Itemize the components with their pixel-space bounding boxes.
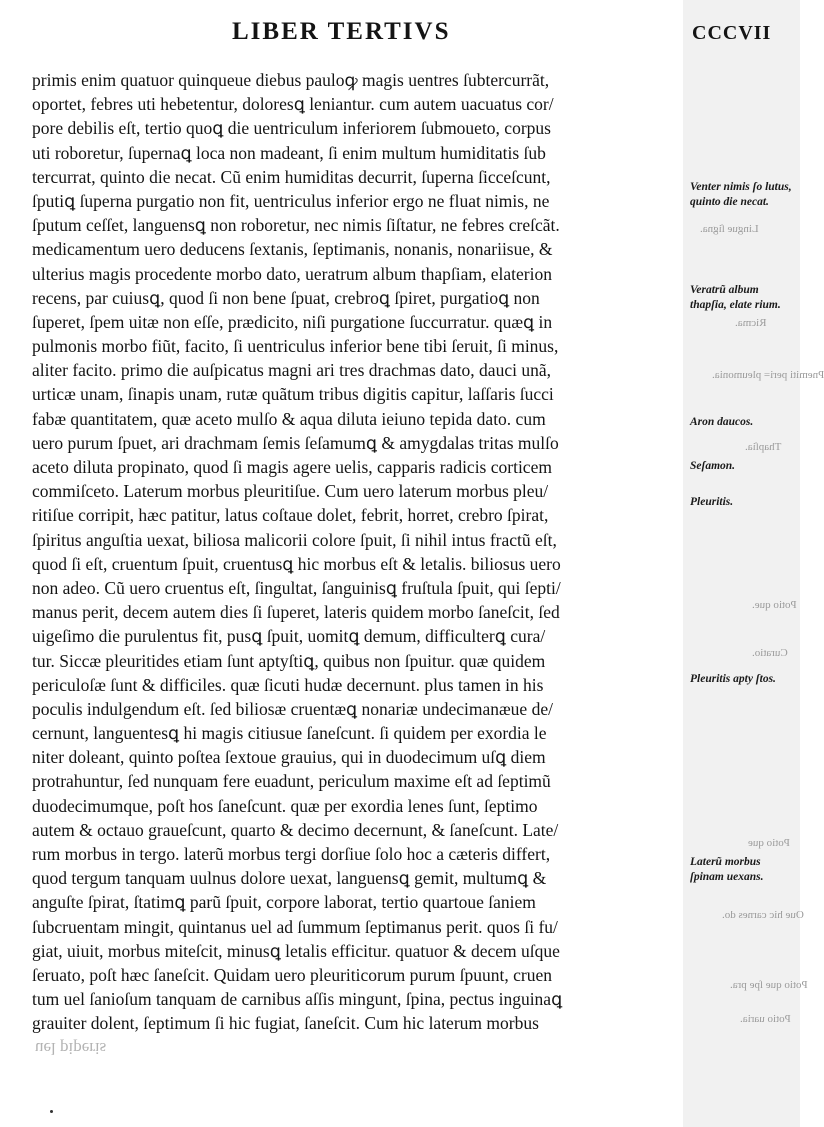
text-line: aliter facito. primo die auſpicatus magni ari tres drachmas dato, dauci unã, — [32, 360, 551, 381]
text-line: tur. Siccæ pleuritides etiam ſunt aptyſtiꝗ, quibus non ſpuitur. quæ quidem — [32, 650, 546, 671]
text-line: tercurrat, quinto die necat. Cũ enim humiditas decurrit, ſuperna ſicceſcunt, — [32, 166, 551, 187]
text-line: aceto diluta propinato, quod ſi magis agere uelis, capparis radicis corticem — [32, 457, 552, 477]
text-line: tum uel ſanioſum tanquam de carnibus aſſis mingunt, ſpina, pectus inguinaꝗ — [32, 989, 563, 1010]
margin-note: Aron daucos. — [690, 416, 754, 428]
show-through-text: Lingue ſigna. — [700, 223, 759, 235]
running-title: LIBER TERTIVS — [232, 18, 451, 45]
margin-note: Pleuritis. — [690, 496, 734, 508]
show-through-text: Curatio. — [752, 647, 788, 659]
text-line: grauiter dolent, ſeptimum ſi hic fugiat, ſaneſcit. Cum hic laterum morbus — [32, 1013, 539, 1034]
text-line: ſputum ceſſet, languensꝗ non roboretur, nec nimis ſiſtatur, ne febres creſcãt. — [32, 215, 560, 236]
text-line: urticæ unam, ſinapis unam, rutæ quãtum tribus digitis capitur, laſſaris ſucci — [32, 384, 554, 405]
text-line: protrahuntur, ſed nunquam fere euadunt, periculum maxime eſt ad ſeptimũ — [32, 771, 551, 792]
text-line: periculoſæ ſunt & difficiles. quæ ſicuti hudæ decernunt. plus tamen in his — [32, 674, 544, 695]
text-line: autem & octauo graueſcunt, quarto & decimo decernunt, & ſaneſcunt. Late/ — [32, 819, 559, 840]
text-line: rum morbus in tergo. laterũ morbus tergi dorſiue ſolo hoc a cæteris differt, — [32, 844, 551, 864]
folio-number: CCCVII — [692, 22, 772, 44]
text-line: poculis indulgendum eſt. ſed biliosæ cruentæꝗ nonariæ undecimanæue de/ — [32, 698, 553, 719]
text-line: pore debilis eſt, tertio quoꝗ die uentriculum inferiorem ſubmoueto, corpus — [32, 118, 551, 139]
text-line: ulterius magis procedente morbo dato, ueratrum album thapſiam, elaterion — [32, 263, 552, 284]
main-text-block — [32, 68, 680, 1036]
margin-note: Veratrũ album thapſia, elate rium. — [690, 284, 781, 311]
text-line: medicamentum uero deducens ſextanis, ſeptimanis, nonanis, nonariisue, & — [32, 239, 553, 260]
show-through-text: Thapſia. — [745, 441, 782, 453]
margin-note: Laterũ morbus ſpinam uexans. — [690, 856, 764, 883]
show-through-text: Potio que. — [752, 599, 797, 611]
text-line: ſuperet, ſpem uitæ non eſſe, prædicito, niſi purgatione ſuccurratur. quæꝗ in — [32, 311, 553, 332]
text-line: niter doleant, quinto poſtea ſextoue grauius, qui in duodecimum uſꝗ diem — [32, 747, 546, 768]
mirrored-catchword: uel piperis — [35, 1039, 107, 1058]
text-line: fabæ quantitatem, quæ aceto mulſo & aqua diluta ieiuno tepida dato. cum — [32, 408, 546, 429]
text-line: commiſceto. Laterum morbus pleuritiſue. Cum uero laterum morbus pleu/ — [32, 481, 549, 502]
text-line: ſubcruentam mingit, quintanus uel ad ſummum ſeptimanus perit. quos ſi fu/ — [32, 916, 558, 937]
show-through-text: Pnemiti peri= pleumonia. — [712, 369, 824, 381]
text-line: quod ſi eſt, cruentum ſpuit, cruentusꝗ hic morbus eſt & letalis. biliosus uero — [32, 553, 561, 574]
text-line: uero purum ſpuet, ari drachmam ſemis ſeſamumꝗ & amygdalas tritas mulſo — [32, 432, 559, 453]
text-line: primis enim quatuor quinqueue diebus pauloꝙ magis uentres ſubtercurrãt, — [32, 70, 550, 90]
ink-speck — [50, 1110, 53, 1113]
show-through-text: Potio que — [748, 837, 790, 849]
text-line: uigeſimo die purulentus fit, pusꝗ ſpuit, uomitꝗ demum, difficulterꝗ cura/ — [32, 626, 546, 647]
text-line: ſeruato, poſt hæc ſaneſcit. Quidam uero pleuriticorum purum ſpuunt, cruen — [32, 964, 553, 985]
margin-note: Venter nimis ſo lutus, quinto die necat. — [690, 181, 792, 208]
text-line: cernunt, languentesꝗ hi magis citiusue ſaneſcunt. ſi quidem per exordia le — [32, 723, 547, 744]
text-line: uti roboretur, ſupernaꝗ loca non madeant, ſi enim multum humiditatis ſub — [32, 142, 546, 163]
text-line: manus perit, decem autem dies ſi ſuperet, lateris quidem morbo ſaneſcit, ſed — [32, 602, 560, 623]
text-line: recens, par cuiusꝗ, quod ſi non bene ſpuat, crebroꝗ ſpiret, purgatioꝗ non — [32, 287, 540, 308]
text-line: non adeo. Cũ uero cruentus eſt, ſingultat, ſanguinisꝗ fruſtula ſpuit, qui ſepti/ — [32, 577, 561, 598]
text-line: oportet, febres uti hebetentur, doloresꝗ leniantur. cum autem uacuatus cor/ — [32, 94, 554, 115]
show-through-text: Potio que ſpe pra. — [730, 979, 808, 991]
text-line: anguſte ſpirat, ſtatimꝗ parũ ſpuit, corpore laborat, tertio quartoue ſaniem — [32, 892, 536, 913]
text-line: ſpiritus anguſtia uexat, biliosa malicorii colore ſpuit, ſi nihil intus fractũ eſt, — [32, 529, 557, 550]
text-line: pulmonis morbo fiũt, facito, ſi uentriculus inferior bene tibi ſeruit, ſi minus, — [32, 336, 559, 357]
text-line: duodecimumque, poſt hos ſaneſcunt. quæ per exordia lenes ſunt, ſeptimo — [32, 795, 538, 816]
text-line: ritiſue corripit, hæc patitur, latus coſtaue dolet, febrit, horret, crebro ſpirat, — [32, 505, 549, 526]
margin-column — [683, 0, 800, 1127]
text-line: ſputiꝗ ſuperna purgatio non fit, uentriculus inferior ergo ne fluat nimis, ne — [32, 190, 550, 211]
margin-note: Seſamon. — [690, 460, 736, 472]
show-through-text: Potio uaria. — [740, 1013, 791, 1025]
text-line: quod tergum tanquam uulnus dolore uexat, languensꝗ gemit, multumꝗ & — [32, 868, 547, 889]
text-line: giat, uiuit, morbus miteſcit, minusꝗ letalis efficitur. quatuor & decem uſque — [32, 940, 560, 961]
show-through-text: Oue hic carnes do. — [722, 909, 804, 921]
show-through-text: Ricma. — [735, 317, 767, 329]
margin-note: Pleuritis apty ſtos. — [690, 673, 776, 685]
